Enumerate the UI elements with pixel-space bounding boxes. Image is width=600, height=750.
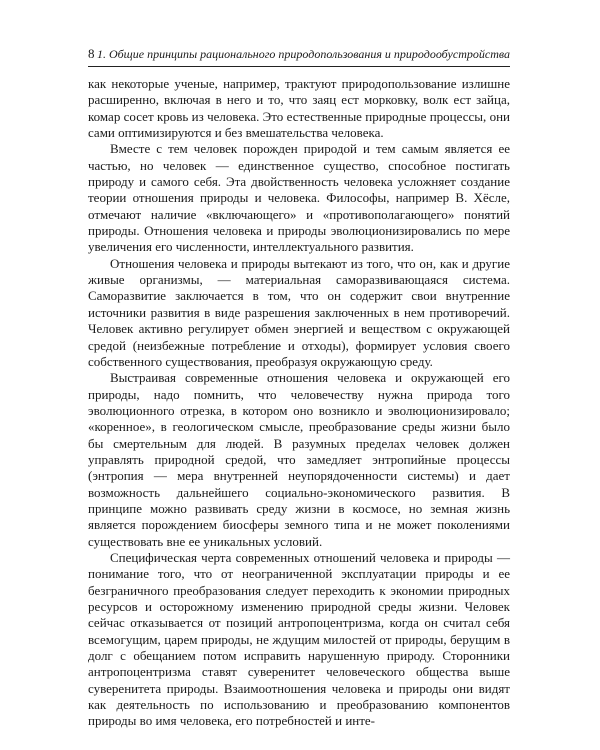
paragraph: Выстраивая современные отношения человека и окружающей его природы, надо помнить, что человечеству нужна природа того эволюционного отрезка, в котором оно возникло и эволюционизировало; «коренное», в геологическом смысле, преобразование среды жизни было бы смертельным для людей. В разумных пределах человек должен управлять природной средой, что замедляет энтропийные процессы (энтропия — мера внутренней неупорядоченности системы) и дает возможность дальнейшего социально-экономического развития. В принципе можно развивать среду жизни в космосе, но земная жизнь является порождением биосферы земного типа и не может поколениями существовать вне ее уникальных условий. bbox=[88, 370, 510, 549]
page-header bbox=[88, 46, 510, 67]
page-number: 8 bbox=[88, 46, 95, 61]
paragraph: Вместе с тем человек порожден природой и тем самым является ее частью, но человек — единственное существо, способное постигать природу и самого себя. Эта двойственность человека усложняет создание теории отношения природы и человека. Философы, например В. Хёсле, отмечают наличие «включающего» и «противополагающего» понятий природы. Отношения человека и природы эволюционизировались по мере увеличения его численности, интеллектуального развития. bbox=[88, 141, 510, 255]
paragraph: Отношения человека и природы вытекают из того, что он, как и другие живые организмы, — материальная саморазвивающаяся система. Саморазвитие заключается в том, что он содержит свои внутренние источники развития в виде разрешения заключенных в нем противоречий. Человек активно регулирует обмен энергией и веществом с окружающей средой (неизбежные потребление и отходы), формирует условия своего собственного существования, преобразуя окружающую среду. bbox=[88, 255, 510, 369]
running-title: 1. Общие принципы рационального природопользования и природообустройства bbox=[96, 47, 510, 61]
paragraph-continued: как некоторые ученые, например, трактуют природопользование излишне расширенно, включая в него и то, что заяц ест морковку, волк ест зайца, комар сосет кровь из человека. Это естественные природные процессы, они сами оптимизируются и без вмешательства человека. bbox=[88, 76, 510, 141]
body-text bbox=[88, 76, 510, 730]
paragraph: Специфическая черта современных отношений человека и природы — понимание того, что от неограниченной эксплуатации природы и ее безграничного преобразования следует переходить к экономии природных ресурсов и осторожному изменению природной среды жизни. Человек сейчас отказывается от позиций антропоцентризма, когда он считал себя всемогущим, царем природы, не ждущим милостей от природы, берущим в долг с обещанием потом исправить нарушенную природу. Сторонники антропоцентризма ставят суверенитет человеческого общества выше суверенитета природы. Взаимоотношения человека и природы они видят как деятельность по использованию и преобразованию компонентов природы во имя человека, его потребностей и инте- bbox=[88, 549, 510, 729]
